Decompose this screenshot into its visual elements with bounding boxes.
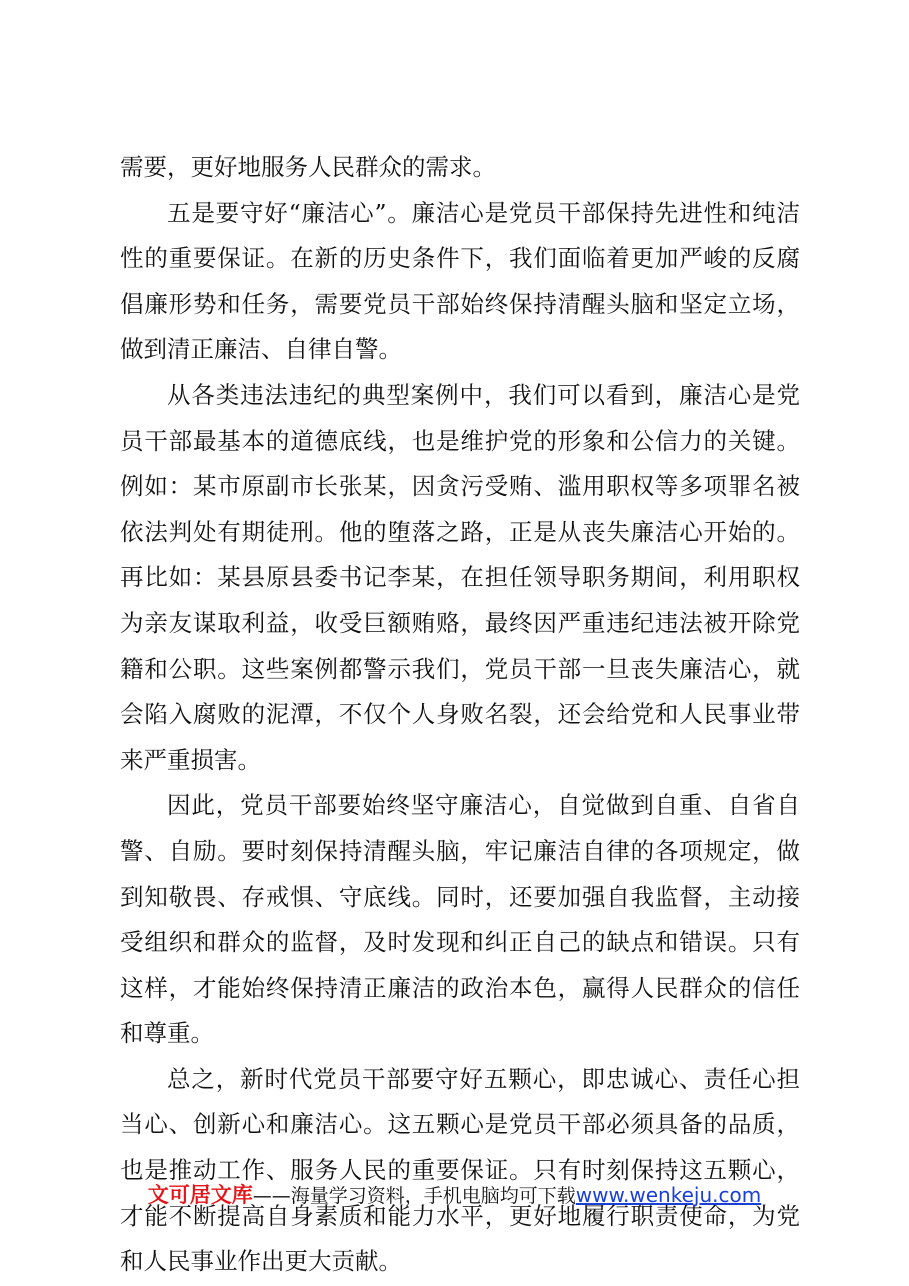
footer-link[interactable]: www.wenkeju.com: [575, 1183, 762, 1207]
paragraph-integrity-heart: 五是要守好“廉洁心”。廉洁心是党员干部保持先进性和纯洁性的重要保证。在新的历史条件下，我们面临着更加严峻的反腐倡廉形势和任务，需要党员干部始终保持清醒头脑和坚定立场，做到清正廉洁、自律自警。: [120, 198, 800, 364]
paragraph-case-examples: 从各类违法违纪的典型案例中，我们可以看到，廉洁心是党员干部最基本的道德底线，也是维护党的形象和公信力的关键。例如：某市原副市长张某，因贪污受贿、滥用职权等多项罪名被依法判处有期徒刑。他的堕落之路，正是从丧失廉洁心开始的。再比如：某县原县委书记李某，在担任领导职务期间，利用职权为亲友谋取利益，收受巨额贿赂，最终因严重违纪违法被开除党籍和公职。这些案例都警示我们，党员干部一旦丧失廉洁心，就会陷入腐败的泥潭，不仅个人身败名裂，还会给党和人民事业带来严重损害。: [120, 380, 800, 774]
paragraph-continuation: 需要，更好地服务人民群众的需求。: [120, 153, 496, 181]
paragraph-conclusion: 总之，新时代党员干部要守好五颗心，即忠诚心、责任心担当心、创新心和廉洁心。这五颗心是党员干部必须具备的品质，也是推动工作、服务人民的重要保证。只有时刻保持这五颗心，才能不断提高自身素质和能力水平，更好地履行职责使命，为党和人民事业作出更大贡献。: [120, 1064, 800, 1276]
document-body: [120, 145, 800, 1285]
footer-brand: 文可居文库: [147, 1183, 253, 1207]
paragraph-therefore: 因此，党员干部要始终坚守廉洁心，自觉做到自重、自省自警、自励。要时刻保持清醒头脑，牢记廉洁自律的各项规定，做到知敬畏、存戒惧、守底线。同时，还要加强自我监督，主动接受组织和群众的监督，及时发现和纠正自己的缺点和错误。只有这样，才能始终保持清正廉洁的政治本色，赢得人民群众的信任和尊重。: [120, 791, 800, 1048]
footer-banner: [0, 1180, 909, 1211]
footer-tagline: ——海量学习资料，手机电脑均可下载: [252, 1185, 576, 1207]
